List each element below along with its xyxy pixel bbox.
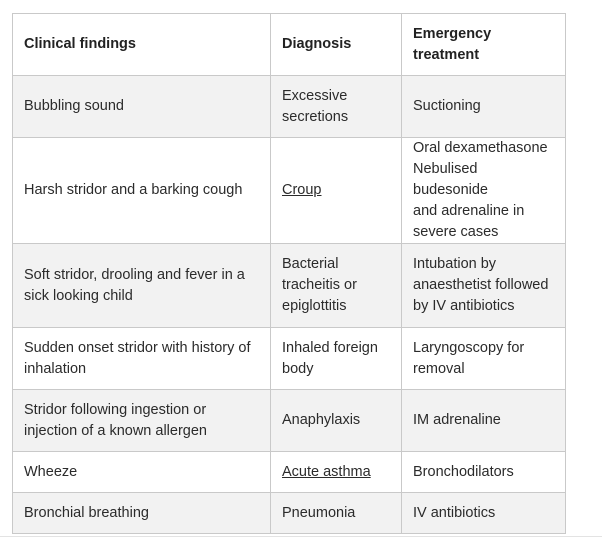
cell-findings <box>13 493 271 534</box>
cell-line: removal <box>413 360 465 377</box>
bottom-divider <box>0 536 602 537</box>
table-row <box>13 76 566 138</box>
table-row <box>13 390 566 452</box>
cell-line: Bronchodilators <box>413 463 514 480</box>
cell-line: Sudden onset stridor with history of <box>24 339 251 356</box>
cell-line: Harsh stridor and a barking cough <box>24 182 243 198</box>
table-row <box>13 452 566 493</box>
cell-findings <box>13 76 271 138</box>
cell-line: sick looking child <box>24 287 133 304</box>
cell-line: Anaphylaxis <box>282 412 361 428</box>
cell-line: tracheitis or <box>282 277 357 293</box>
cell-line: Bubbling sound <box>24 98 124 114</box>
cell-line: body <box>282 360 314 377</box>
cell-line: Soft stridor, drooling and fever in a <box>24 266 245 283</box>
cell-line: injection of a known allergen <box>24 422 207 439</box>
cell-diagnosis <box>271 244 402 328</box>
cell-line: Oral dexamethasone <box>413 140 548 156</box>
cell-treatment <box>402 244 566 328</box>
cell-line: epiglottitis <box>282 298 347 314</box>
header-row <box>13 14 566 76</box>
table-row <box>13 493 566 534</box>
cell-line: Wheeze <box>24 463 78 480</box>
cell-treatment <box>402 452 566 493</box>
table-container <box>12 13 565 534</box>
header-line: Clinical findings <box>24 36 136 52</box>
cell-findings <box>13 452 271 493</box>
header-line: Diagnosis <box>282 36 352 52</box>
cell-treatment <box>402 493 566 534</box>
table-row <box>13 328 566 390</box>
cell-line: and adrenaline in <box>413 203 525 219</box>
cell-findings <box>13 390 271 452</box>
cell-line: Pneumonia <box>282 504 356 521</box>
cell-line: Excessive <box>282 87 348 104</box>
header-diagnosis <box>271 14 402 76</box>
cell-diagnosis <box>271 493 402 534</box>
cell-line: Bronchial breathing <box>24 504 149 521</box>
cell-treatment <box>402 76 566 138</box>
table-row <box>13 138 566 244</box>
cell-line: inhalation <box>24 360 87 377</box>
cell-diagnosis <box>271 76 402 138</box>
cell-treatment <box>402 138 566 244</box>
header-line: Emergency <box>413 25 492 42</box>
cell-diagnosis <box>271 452 402 493</box>
cell-line: secretions <box>282 108 349 125</box>
cell-diagnosis <box>271 328 402 390</box>
acute-asthma-link[interactable]: Acute asthma <box>282 463 371 480</box>
croup-link[interactable]: Croup <box>282 182 322 198</box>
table-body <box>13 76 566 534</box>
cell-line: Intubation by <box>413 256 497 272</box>
table-header <box>13 14 566 76</box>
cell-treatment <box>402 390 566 452</box>
cell-findings <box>13 244 271 328</box>
cell-line: anaesthetist followed <box>413 277 549 293</box>
cell-diagnosis <box>271 138 402 244</box>
clinical-findings-table <box>12 13 566 534</box>
table-row <box>13 244 566 328</box>
cell-line: IV antibiotics <box>413 504 496 521</box>
cell-line: Inhaled foreign <box>282 339 378 356</box>
header-line: treatment <box>413 46 480 63</box>
cell-line: by IV antibiotics <box>413 298 515 314</box>
cell-line: Bacterial <box>282 256 339 272</box>
cell-line: Nebulised budesonide <box>413 161 488 198</box>
cell-line: IM adrenaline <box>413 412 501 428</box>
cell-line: Stridor following ingestion or <box>24 401 207 418</box>
cell-treatment <box>402 328 566 390</box>
cell-findings <box>13 138 271 244</box>
header-emergency-treatment <box>402 14 566 76</box>
cell-line: Laryngoscopy for <box>413 339 525 356</box>
header-clinical-findings <box>13 14 271 76</box>
cell-diagnosis <box>271 390 402 452</box>
cell-line: Suctioning <box>413 98 481 114</box>
cell-findings <box>13 328 271 390</box>
cell-line: severe cases <box>413 224 499 240</box>
